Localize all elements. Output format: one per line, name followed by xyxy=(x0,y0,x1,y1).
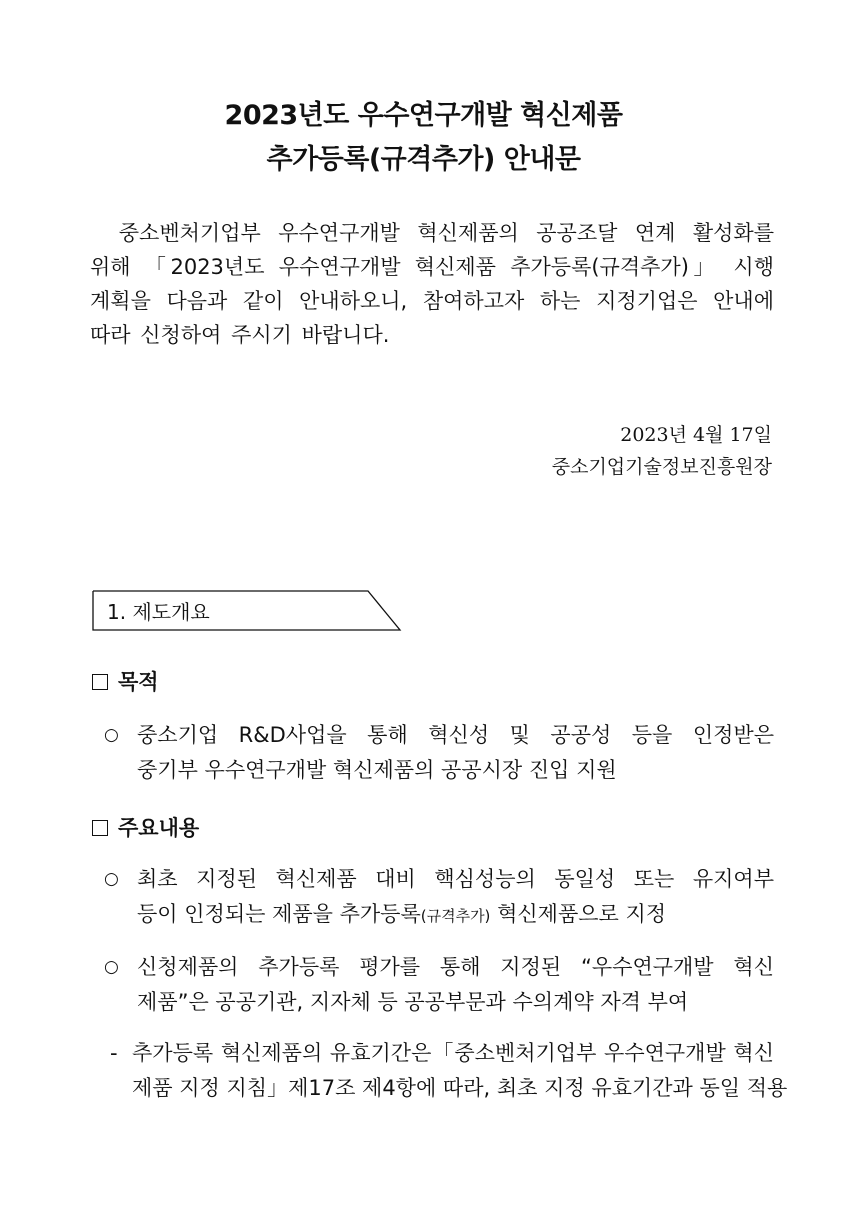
dash-line: 제품 지정 지침」제17조 제4항에 따라, 최초 지정 유효기간과 동일 적용 xyxy=(132,1076,788,1100)
dash-bullet-icon: - xyxy=(110,1041,118,1065)
bullet-line: 신청제품의 추가등록 평가를 통해 지정된 “우수연구개발 혁신 xyxy=(137,955,774,979)
purpose-bullet xyxy=(104,718,774,788)
circle-bullet-icon: ○ xyxy=(104,725,119,745)
main-bullet-2 xyxy=(104,950,774,1020)
bullet-line: 중소기업 R&D사업을 통해 혁신성 및 공공성 등을 인정받은 xyxy=(137,723,774,747)
circle-bullet-icon: ○ xyxy=(104,957,119,977)
circle-bullet-icon: ○ xyxy=(104,869,119,889)
bullet-line: 최초 지정된 혁신제품 대비 핵심성능의 동일성 또는 유지여부 xyxy=(137,867,774,891)
bullet-line: 중기부 우수연구개발 혁신제품의 공공시장 진입 지원 xyxy=(137,758,617,782)
document-title-line1: 2023년도 우수연구개발 혁신제품 xyxy=(224,100,623,131)
intro-line: 계획을 다음과 같이 안내하오니, 참여하고자 하는 지정기업은 안내에 xyxy=(90,289,774,313)
square-bullet-icon xyxy=(92,674,108,690)
intro-paragraph xyxy=(90,216,774,352)
issuing-organization: 중소기업기술정보진흥원장 xyxy=(551,456,772,478)
issue-date: 2023년 4월 17일 xyxy=(620,424,772,446)
dash-line: 추가등록 혁신제품의 유효기간은「중소벤처기업부 우수연구개발 혁신 xyxy=(132,1041,774,1065)
heading-purpose: 목적 xyxy=(92,666,159,696)
dash-note xyxy=(110,1036,788,1106)
intro-line: 중소벤처기업부 우수연구개발 혁신제품의 공공조달 연계 활성화를 xyxy=(90,221,774,245)
intro-line: 위해 「2023년도 우수연구개발 혁신제품 추가등록(규격추가)」 시행 xyxy=(90,255,774,279)
heading-main-content: 주요내용 xyxy=(92,812,199,842)
bullet-line: 제품”은 공공기관, 지자체 등 공공부문과 수의계약 자격 부여 xyxy=(137,990,689,1014)
document-title-line2: 추가등록(규격추가) 안내문 xyxy=(266,144,581,175)
square-bullet-icon xyxy=(92,820,108,836)
intro-line: 따라 신청하여 주시기 바랍니다. xyxy=(90,323,390,347)
bullet-line: 등이 인정되는 제품을 추가등록(규격추가) 혁신제품으로 지정 xyxy=(137,902,667,926)
main-bullet-1 xyxy=(104,862,774,934)
section-title: 1. 제도개요 xyxy=(107,600,210,624)
